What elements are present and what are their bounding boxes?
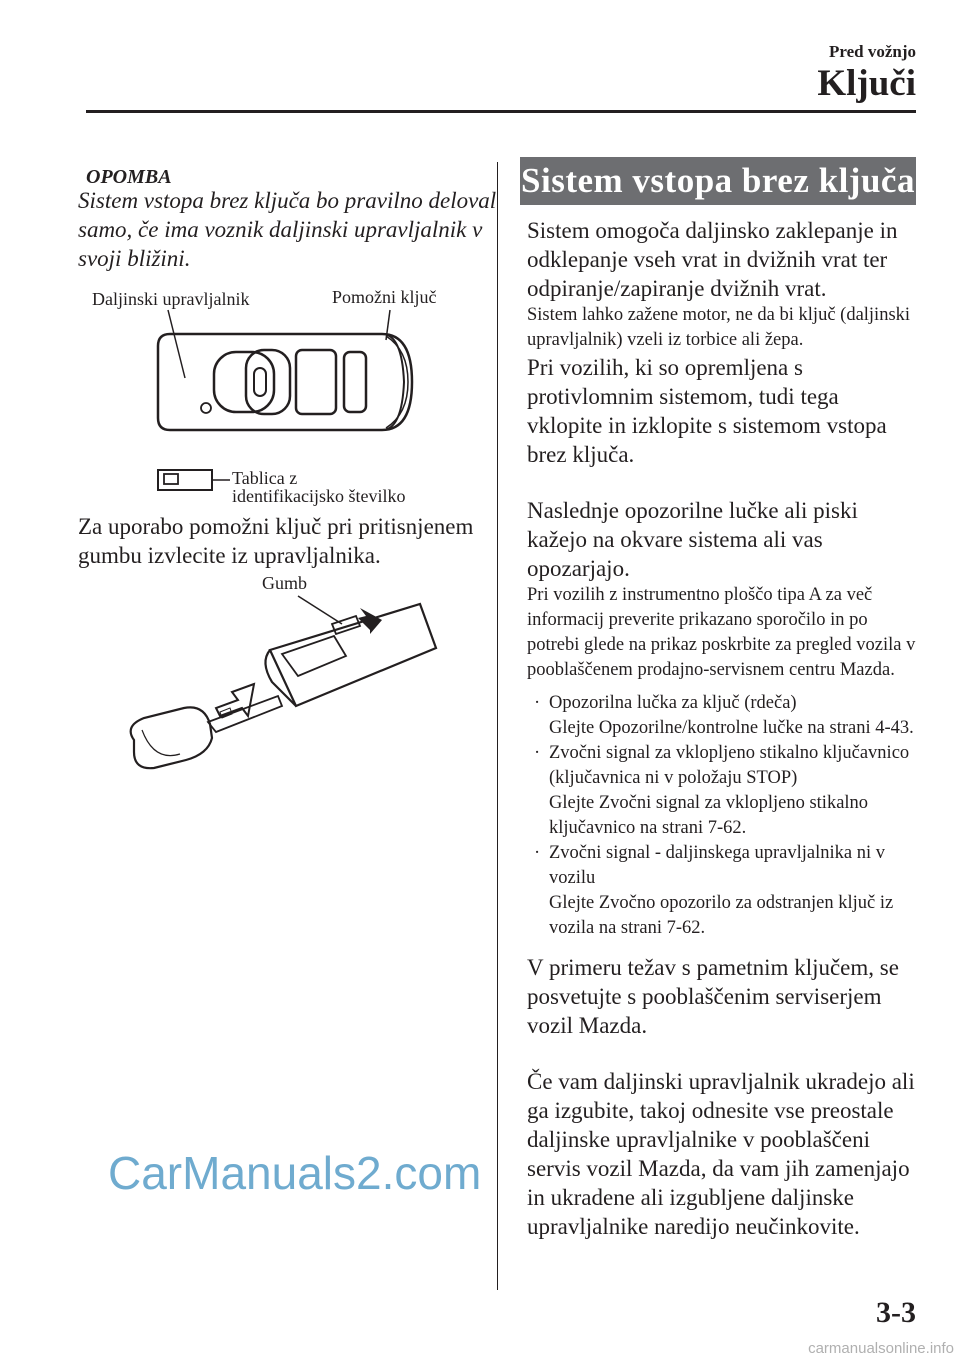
page-title: Ključi: [817, 63, 916, 104]
section-paragraph-1: Sistem omogoča daljinsko zaklepanje in odklepanje vseh vrat in dvižnih vrat ter odpiranje/zapiranje dvižnih vrat.: [527, 218, 898, 301]
label-tag-2: identifikacijsko številko: [232, 486, 406, 506]
header-divider: [86, 110, 916, 113]
bullet-item: · Zvočni signal za vklopljeno stikalno ključavnico (ključavnica ni v položaju STOP): [534, 743, 910, 788]
right-column-text: [527, 216, 919, 1241]
section-banner: Sistem vstopa brez ključa: [520, 157, 916, 205]
note-title: OPOMBA: [86, 166, 172, 188]
aux-key-illustration: [120, 590, 440, 790]
bullet-reference: Glejte Zvočno opozorilo za odstranjen ključ iz vozila na strani 7-62.: [549, 893, 894, 938]
page-number: 3-3: [876, 1296, 916, 1329]
section-paragraph-6: V primeru težav s pametnim ključem, se posvetujte s pooblaščenim serviserjem vozil Mazda.: [527, 955, 899, 1038]
section-paragraph-2: Sistem lahko zažene motor, ne da bi ključ (daljinski upravljalnik) vzeli iz torbice ali žepa.: [527, 305, 911, 350]
left-paragraph: Za uporabo pomožni ključ pri pritisnjenem gumbu izvlecite iz upravljalnika.: [78, 514, 474, 568]
note-body: Sistem vstopa brez ključa bo pravilno deloval samo, če ima voznik daljinski upravljalnik v svoji bližini.: [78, 188, 497, 271]
bullet-reference: Glejte Opozorilne/kontrolne lučke na strani 4-43.: [549, 718, 914, 738]
label-aux-key: Pomožni ključ: [332, 287, 437, 307]
bullet-item: · Zvočni signal - daljinskega upravljalnika ni v vozilu: [534, 843, 885, 888]
bullet-list: [527, 691, 919, 941]
label-remote: Daljinski upravljalnik: [92, 289, 250, 309]
watermark: CarManuals2.com: [108, 1147, 482, 1199]
bullet-reference: Glejte Zvočni signal za vklopljeno stikalno ključavnico na strani 7-62.: [549, 793, 869, 838]
section-paragraph-5: Pri vozilih z instrumentno ploščo tipa A za več informacij preverite prikazano sporočilo in po potrebi glede na prikaz poskrbite za pregled vozila v pooblaščenem prodajno-servisnem centru Mazda.: [527, 585, 916, 680]
watermark-2: carmanualsonline.info: [808, 1340, 954, 1357]
section-paragraph-7: Če vam daljinski upravljalnik ukradejo ali ga izgubite, takoj odnesite vse preostale daljinske upravljalnike v pooblaščeni servis vozil Mazda, da vam jih zamenjajo in ukradene ali izgubljene daljinske upravljalnike naredijo neučinkovite.: [527, 1069, 915, 1239]
label-button: Gumb: [262, 573, 307, 593]
bullet-item: · Opozorilna lučka za ključ (rdeča): [534, 693, 797, 713]
label-tag-1: Tablica z: [232, 468, 298, 488]
column-divider: [497, 162, 498, 1290]
header-section: Pred vožnjo: [828, 42, 916, 61]
section-paragraph-4: Naslednje opozorilne lučke ali piski kažejo na okvare sistema ali vas opozarjajo.: [527, 498, 858, 581]
section-paragraph-3: Pri vozilih, ki so opremljena s protivlomnim sistemom, tudi tega vklopite in izklopite s sistemom vstopa brez ključa.: [527, 355, 887, 467]
